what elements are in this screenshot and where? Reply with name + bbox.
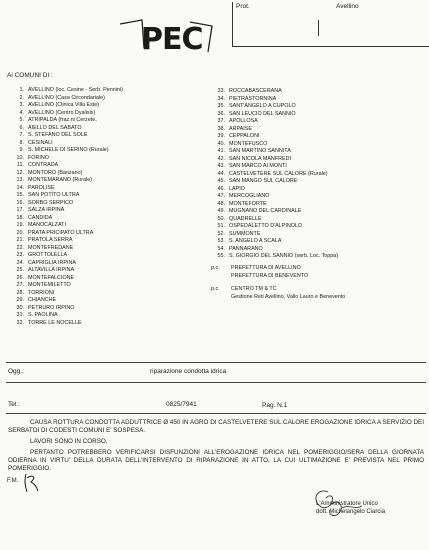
list-item: 2. AVELLINO (Casa Circondariale) [19, 94, 105, 101]
list-item: 11. CONTRADA [16, 162, 59, 168]
list-item: 25. ALTAVILLA IRPINA [16, 267, 75, 273]
list-item: 19. MANOCALZATI [16, 222, 66, 228]
recipients-list-left [8, 87, 123, 327]
list-item: 28. TORRIONI [16, 289, 55, 296]
pc-line: Gestione Reti Avellino, Vallo Lauro e Benevento [231, 293, 346, 300]
initials-signature [22, 472, 40, 494]
protocol-label: Prot. [236, 3, 250, 10]
list-item: 51. OSPEDALETTO D'ALPINOLO [217, 223, 303, 229]
list-item: 40. MONTEFUSCO [217, 140, 268, 147]
list-item: 15. SAN POTITO ULTRA [16, 192, 80, 198]
list-item: 41. SAN MARTINO SANNITA [217, 148, 291, 154]
divider [6, 382, 426, 383]
fm-label: F.M. [7, 478, 19, 484]
body-paragraph-works: LAVORI SONO IN CORSO. [30, 438, 108, 445]
list-item: 12. MONTORO (Banzano) [16, 169, 83, 176]
pc-line: CENTRO TM & TC [231, 286, 277, 292]
pc-prefix: p.c. [211, 265, 220, 271]
list-item: 1. AVELLINO (loc. Cesine - Serb. Pennini) [19, 87, 123, 93]
protocol-box [232, 2, 429, 47]
list-item: 55. S. GIORGIO DEL SANNIO (serb. Loc. Toppa) [217, 253, 339, 259]
pec-logo-text: PEC [141, 22, 203, 57]
list-item: 18. CANDIDA [16, 214, 53, 221]
list-item: 24. CAPRIGLIA IRPINA [16, 259, 76, 266]
pc-prefetture [211, 265, 308, 280]
list-item: 27. MONTEMILETTO [16, 282, 71, 288]
list-item: 16. SORBO SERPICO [16, 199, 74, 206]
list-item: 7. S. STEFANO DEL SOLE [19, 132, 88, 138]
protocol-divider [318, 20, 319, 36]
list-item: 38. ARPAISE [217, 125, 252, 132]
list-item: 42. SAN NICOLA MANFREDI [217, 155, 292, 162]
list-item: 52. SUMMONTE [217, 230, 261, 237]
list-item: 43. SAN MARCO AI MONTI [217, 163, 287, 169]
list-item: 48. MONTEFORTE [217, 200, 267, 207]
list-item: 46. LAPIO [217, 185, 245, 192]
list-item: 5. ATRIPALDA (fraz.ni Cerzete, [19, 117, 97, 123]
signer-name: dott. Michelangelo Ciarcia [316, 509, 386, 515]
list-item: 45. SAN MANGO SUL CALORE [217, 178, 298, 184]
list-item: 44. CASTELVETERE SUL CALORE (Rurale) [217, 170, 328, 177]
list-item: 23. GROTTOLELLA [16, 252, 68, 258]
list-item: 14. PAROLISE [16, 184, 55, 191]
subject-value: riparazione condotta idrica [150, 368, 227, 375]
body-paragraph-notice: PERTANTO POTREBBERO VERIFICARSI DISFUNZIONI ALL'EROGAZIONE IDRICA NEL POMERIGGIO/SERA DELLA GIORNATA ODIERNA IN VIRTU' DELLA DURATA DELL'INTERVENTO DI RIPARAZIONE IN ATTO, LA CUI ULTIMAZIONE E' PREVISTA NEL PRIMO POMERIGGIO. [8, 449, 424, 472]
list-item: 47. MERCOGLIANO [217, 193, 270, 199]
list-item: 50. QUADRELLE [217, 215, 262, 222]
list-item: 30. PETRURO IRPINO [16, 304, 75, 311]
pc-centro [211, 286, 345, 301]
list-item: 53. S. ANGELO A SCALA [217, 238, 282, 244]
list-item: 37. APOLLOSA [217, 118, 258, 124]
tel-label: Tel.: [8, 401, 20, 408]
body-paragraph-cause: CAUSA ROTTURA CONDOTTA ADDUTTRICE Ø 450 IN AGRO DI CASTELVETERE SUL CALORE EROGAZIONE IDRICA A SERVIZIO DEI SERBATOI DI CODESTI COMUNI E' SOSPESA. [8, 419, 424, 434]
list-item: 31. S. PAOLINA [16, 312, 58, 318]
pc-line: PREFETTURA DI BENEVENTO [231, 272, 309, 279]
list-item: 8. CESINALI [19, 139, 53, 146]
list-item: 22. MONTEFREDANE [16, 244, 74, 251]
list-item: 17. SALZA IRPINA [16, 207, 65, 213]
signer-title: L'Amministratore Unico [316, 501, 378, 507]
list-item: 13. MONTEMARANO (Rurale) [16, 177, 93, 183]
list-item: 35. SANT'ANGELO A CUPOLO [217, 103, 296, 109]
tel-value: 0825/7941 [166, 401, 197, 408]
list-item: 26. MONTEFALCIONE [16, 274, 75, 281]
divider [6, 362, 426, 363]
recipients-title: Ai COMUNI DI : [7, 72, 53, 79]
pc-line: PREFETTURA DI AVELLINO [231, 265, 301, 271]
list-item: 4. AVELLINO (Centro Dyalisis) [19, 109, 96, 116]
list-item: 10. FORINO [16, 154, 49, 161]
page-number: Pag. N.1 [262, 402, 288, 409]
pc-prefix: p.c. [211, 286, 220, 292]
list-item: 49. MUGNANO DEL CARDINALE [217, 208, 302, 214]
list-item: 20. PRATA PRICIPATO ULTRA [16, 229, 94, 236]
list-item: 34. PIETRASTORNINA [217, 95, 277, 102]
list-item: 32. TORRE LE NOCELLE [16, 319, 82, 326]
list-item: 39. CEPPALONI [217, 133, 260, 139]
list-item: 3. AVELLINO (Clinica Villa Este) [19, 102, 100, 108]
list-item: 9. S. MICHELE DI SERINO (Rurale) [19, 147, 109, 153]
list-item: 54. PANNARANO [217, 245, 263, 252]
subject-label: Ogg.: [8, 368, 24, 375]
signature-block [316, 500, 385, 516]
list-item: 33. ROCCABASCERANA [217, 88, 282, 94]
list-item: 29. CHIANCHE [16, 297, 57, 303]
protocol-place: Avellino [336, 3, 359, 10]
recipients-list-right [210, 88, 338, 261]
divider [6, 413, 426, 414]
list-item: 36. SAN LEUCIO DEL SANNIO [217, 110, 296, 117]
list-item: 21. PRATOLA SERRA [16, 237, 73, 243]
list-item: 6. AIELLO DEL SABATO [19, 124, 82, 131]
